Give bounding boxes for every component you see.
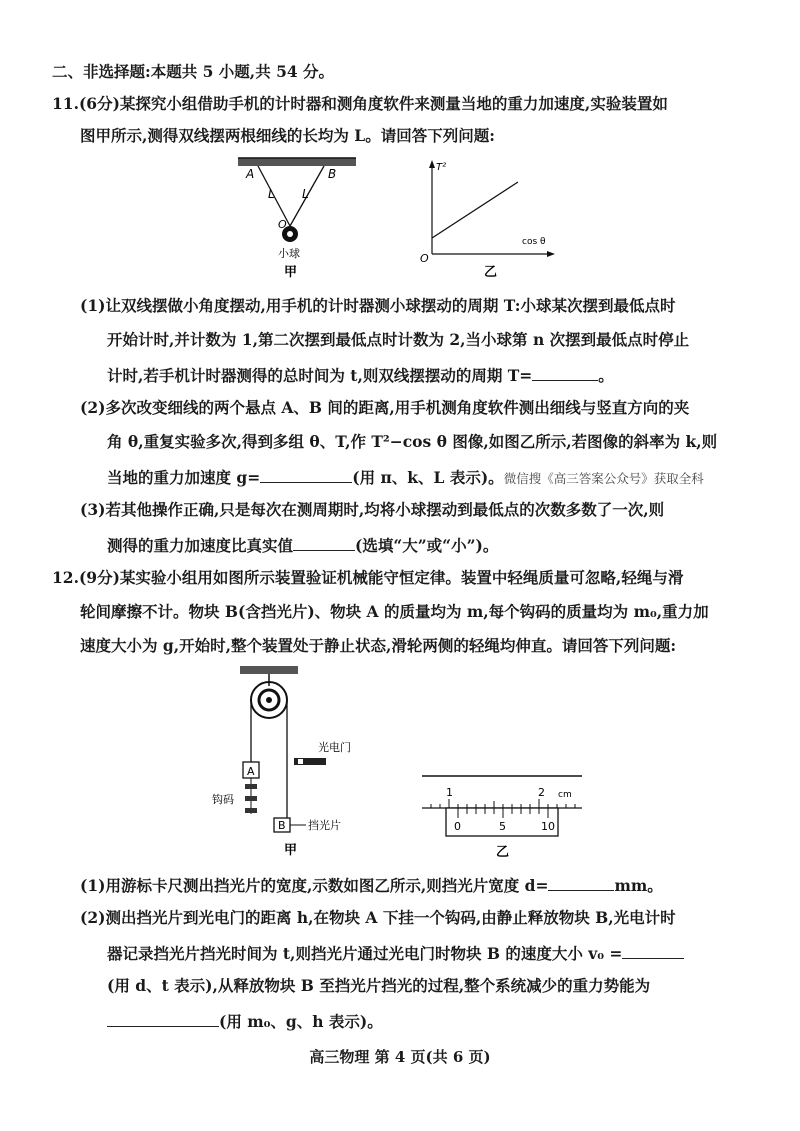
photogate-label: 光电门 [318, 741, 351, 754]
y-axis-label: T² [436, 162, 447, 173]
answer-blank-v0[interactable] [622, 942, 684, 959]
q11-p2-line3: 当地的重力加速度 g= (用 π、k、L 表示)。微信搜《高三答案公众号》获取全科 [107, 468, 704, 487]
q11-p2-line2: 角 θ,重复实验多次,得到多组 θ、T,作 T²−cos θ 图像,如图乙所示,若图像的斜率为 k,则 [107, 432, 718, 451]
q12-p1-line: (1)用游标卡尺测出挡光片的宽度,示数如图乙所示,则挡光片宽度 d= mm。 [80, 876, 663, 895]
weight-2 [245, 796, 257, 801]
label-L-left: L [268, 187, 275, 201]
main-scale-1: 1 [446, 786, 453, 799]
q12-p2-line1: (2)测出挡光片到光电门的距离 h,在物块 A 下挂一个钩码,由静止释放物块 B,光电计时 [80, 908, 676, 927]
q12-figure-yi [418, 770, 588, 862]
label-B: B [328, 167, 337, 181]
vernier-5: 5 [499, 820, 506, 833]
caption-yi: 乙 [496, 845, 510, 860]
label-ball: 小球 [278, 247, 300, 260]
q11-stem-line1: 11.(6分)某探究小组借助手机的计时器和测角度软件来测量当地的重力加速度,实验装置如 [52, 94, 668, 113]
answer-blank-g[interactable] [260, 466, 352, 483]
block-A-label: A [247, 765, 255, 778]
caption-jia: 甲 [284, 843, 298, 858]
section-heading: 二、非选择题:本题共 5 小题,共 54 分。 [52, 62, 335, 81]
q11-p3-line1: (3)若其他操作正确,只是每次在测周期时,均将小球摆动到最低点的次数多数了一次,则 [80, 500, 665, 519]
q11-figure-yi [410, 154, 560, 280]
q12-stem-line1: 12.(9分)某实验小组用如图所示装置验证机械能守恒定律。装置中轻绳质量可忽略,轻绳与滑 [52, 568, 684, 587]
vernier-10: 10 [541, 820, 555, 833]
data-line [432, 182, 518, 238]
q11-p1-line1: (1)让双线摆做小角度摆动,用手机的计时器测小球摆动的周期 T:小球某次摆到最低点时 [80, 296, 676, 315]
q12-stem-line3: 速度大小为 g,开始时,整个装置处于静止状态,滑轮两侧的轻绳均伸直。请回答下列问题: [80, 636, 677, 655]
ceiling-bar [238, 158, 356, 166]
q11-p3-line2: 测得的重力加速度比真实值 (选填“大”或“小”)。 [107, 536, 499, 555]
block-B-label: B [278, 819, 286, 832]
shutter-label: 挡光片 [308, 819, 341, 832]
q11-p1-line3: 计时,若手机计时器测得的总时间为 t,则双线摆摆动的周期 T= 。 [107, 366, 614, 385]
label-O: O [278, 218, 287, 231]
answer-blank-d[interactable] [548, 874, 614, 891]
weight-1 [245, 784, 257, 789]
q11-p1-line2: 开始计时,并计数为 1,第二次摆到最低点时计数为 2,当小球第 n 次摆到最低点时停止 [107, 330, 690, 349]
q12-p2-line4: (用 m₀、g、h 表示)。 [107, 1010, 383, 1032]
weights-label: 钩码 [212, 793, 234, 806]
q12-figure-jia [210, 664, 370, 860]
label-A: A [246, 167, 255, 181]
answer-blank-compare[interactable] [293, 534, 355, 551]
caption-jia: 甲 [284, 265, 298, 280]
wechat-note: 微信搜《高三答案公众号》获取全科 [503, 471, 704, 486]
page-footer: 高三物理 第 4 页(共 6 页) [309, 1048, 491, 1066]
answer-blank-energy[interactable] [107, 1010, 219, 1027]
q12-stem-line2: 轮间摩擦不计。物块 B(含挡光片)、物块 A 的质量均为 m,每个钩码的质量均为 m₀,重力加 [80, 602, 709, 621]
label-L-right: L [302, 187, 309, 201]
vernier-0: 0 [454, 820, 461, 833]
x-axis-label: cos θ [522, 237, 546, 247]
q11-p2-line1: (2)多次改变细线的两个悬点 A、B 间的距离,用手机测角度软件测出细线与竖直方向的夹 [80, 398, 690, 417]
weight-3 [245, 808, 257, 813]
ceiling-bar [240, 666, 298, 674]
unit-cm: cm [558, 790, 572, 800]
main-scale-2: 2 [538, 786, 545, 799]
q11-stem-line2: 图甲所示,测得双线摆两根细线的长均为 L。请回答下列问题: [80, 126, 495, 145]
answer-blank-period[interactable] [532, 364, 598, 381]
q12-p2-line2: 器记录挡光片挡光时间为 t,则挡光片通过光电门时物块 B 的速度大小 v₀ = [107, 942, 684, 964]
q12-p2-line3: (用 d、t 表示),从释放物块 B 至挡光片挡光的过程,整个系统减少的重力势能为 [107, 976, 651, 995]
origin-label: O [420, 252, 429, 265]
main-scale-ticks [431, 799, 575, 808]
q11-figure-jia [232, 154, 364, 280]
caption-yi: 乙 [484, 265, 498, 280]
